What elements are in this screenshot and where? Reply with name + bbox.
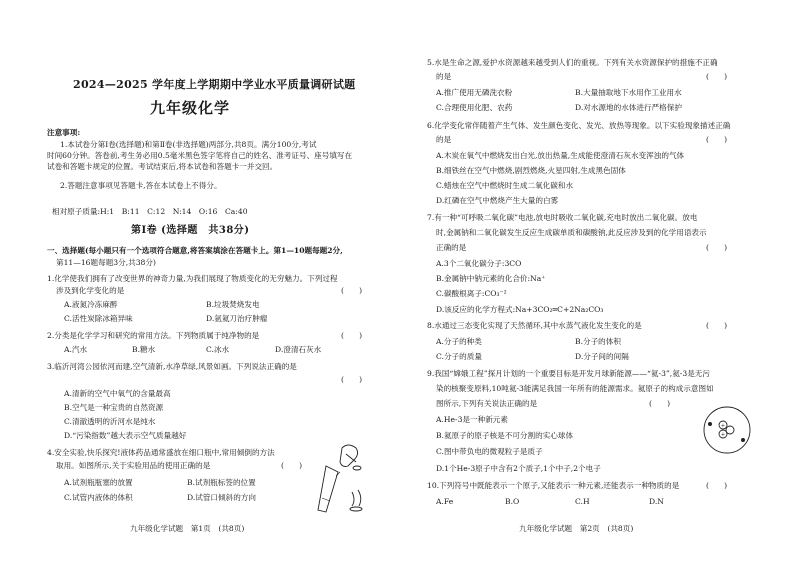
question-4-text: 取用。如图所示,关于实验用品的使用正确的是	[56, 461, 211, 470]
option-b: B.糖水	[132, 345, 156, 354]
option-b: B.试剂瓶标签的位置	[187, 478, 256, 487]
question-8-text: 8.水通过三态变化实现了天然循环,其中水蒸气液化发生变化的是	[427, 321, 642, 330]
option-a: A.3个二氧化碳分子:3CO	[436, 259, 522, 268]
question-7-text: 时,金属钠和二氧化碳发生反应生成碳单质和碳酸钠,此反应涉及到的化学用语表示	[436, 228, 707, 237]
answer-bracket: ( )	[706, 243, 728, 252]
option-b: B.大量抽取地下水用作工业用水	[575, 88, 682, 97]
option-c: C.分子的质量	[436, 352, 482, 361]
exam-title: 2024—2025 学年度上学期期中学业水平质量调研试题	[73, 78, 356, 91]
question-7-text: 7.有一种“可呼吸二氧化碳”电池,放电时吸收二氧化碳,充电时放出二氧化碳。放电	[427, 213, 698, 222]
option-c: C.H	[575, 497, 590, 506]
option-c: C.图中带负电的微观粒子是质子	[436, 447, 543, 456]
question-6-text: 的是	[436, 135, 452, 144]
option-c: C.试管内液体的体积	[64, 493, 133, 502]
option-a: A.汽水	[64, 345, 88, 354]
option-a: A.试剂瓶瓶塞的放置	[64, 478, 133, 487]
helium-atom-diagram	[701, 404, 753, 456]
option-a: A.液氮冷冻麻醉	[64, 300, 118, 309]
answer-bracket: ( )	[341, 375, 363, 384]
notice-heading: 注意事项:	[47, 128, 81, 137]
answer-bracket: ( )	[341, 331, 363, 340]
answer-bracket: ( )	[706, 72, 728, 81]
option-c: C.清澈透明的沂河水是纯水	[64, 417, 156, 426]
option-d: D.分子间的间隔	[575, 352, 629, 361]
svg-text:+: +	[720, 423, 726, 429]
question-9-text: 9.我国“嫦娥工程”探月计划的一个重要目标是开发月球新能源——“氦-3”,氦-3是无污	[427, 369, 710, 378]
question-4-text: 4.安全实验,快乐探究!液体药品通常盛放在细口瓶中,常用倾倒的方法	[47, 448, 275, 457]
question-5-text: 的是	[436, 72, 452, 81]
option-a: A.木炭在氧气中燃烧发出白光,放出热量,生成能使澄清石灰水变浑浊的气体	[436, 151, 685, 160]
option-b: B.氦原子的原子核是不可分割的实心球体	[436, 431, 574, 440]
option-b: B.金属钠中钠元素的化合价:Na⁺	[436, 274, 546, 283]
option-b: B.空气是一种宝贵的自然资源	[64, 403, 164, 412]
option-d: D.试管口倾斜的方向	[187, 493, 256, 502]
answer-bracket: ( )	[341, 286, 363, 295]
option-c: C.活性炭除冰箱异味	[64, 314, 133, 323]
question-9-text: 染的核聚变原料,10吨氦-3能满足我国一年所有的能源需求。氦原子的构成示意图如	[436, 384, 714, 393]
option-d: D.氩氦刀治疗肿瘤	[206, 314, 268, 323]
option-d: D.对水源地的水体进行严格保护	[575, 103, 682, 112]
option-a: A.推广使用无磷洗衣粉	[436, 88, 513, 97]
answer-bracket: ( )	[706, 135, 728, 144]
question-1-text: 涉及到化学变化的是	[56, 286, 125, 295]
option-b: B.分子的体积	[575, 337, 621, 346]
option-b: B.细铁丝在空气中燃烧,剧烈燃烧,火星四射,生成黑色固体	[436, 166, 626, 175]
question-1-text: 1.化学使我们拥有了改变世界的神奇力量,为我们展现了物质变化的无穷魅力。下列过程	[47, 274, 338, 283]
answer-bracket: ( )	[281, 461, 303, 470]
option-d: D.“污染指数”越大表示空气质量越好	[64, 431, 187, 440]
option-a: A.Fe	[436, 497, 454, 506]
svg-text:+: +	[720, 432, 726, 438]
notice-line: 时间60分钟。答卷前,考生务必用0.5毫米黑色签字笔将自己的姓名、准考证号、座号填写在	[47, 151, 353, 160]
question-6-text: 6.化学变化常伴随着产生气体、发生颜色变化、发光、放热等现象。以下实验现象描述正确	[427, 121, 731, 130]
question-7-text: 正确的是	[436, 243, 467, 252]
pouring-liquid-illustration	[312, 442, 370, 514]
option-d: D.N	[649, 497, 664, 506]
atomic-masses: 相对原子质量:H:1 B:11 C:12 N:14 O:16 Ca:40	[52, 207, 248, 216]
option-d: D.该反应的化学方程式:Na+3CO₂═C+2Na₂CO₃	[436, 305, 604, 314]
option-a: A.清新的空气中氧气的含量最高	[64, 389, 171, 398]
instructions-line: 一、选择题(每小题只有一个选项符合题意,将答案填涂在答题卡上。第1—10题每题2分,	[47, 246, 343, 255]
answer-bracket: ( )	[706, 481, 728, 490]
option-a: A.分子的种类	[436, 337, 482, 346]
question-10-text: 10.下列符号中既能表示一个原子,又能表示一种元素,还能表示一种物质的是	[427, 481, 680, 490]
option-a: A.He-3是一种新元素	[436, 415, 508, 424]
subject-title: 九年级化学	[150, 99, 231, 117]
question-2-text: 2.分类是化学学习和研究的常用方法。下列物质属于纯净物的是	[47, 331, 260, 340]
question-9-text: 图所示,下列有关说法正确的是	[436, 399, 538, 408]
page-footer: 九年级化学试题 第1页 (共8页)	[130, 524, 245, 533]
section-title: 第Ⅰ卷 (选择题 共38分)	[131, 225, 250, 236]
option-c: C.冰水	[206, 345, 230, 354]
answer-bracket: ( )	[649, 399, 671, 408]
option-c: C.碳酸根离子:CO₃⁻²	[436, 289, 507, 298]
page-footer: 九年级化学试题 第2页 (共8页)	[519, 524, 634, 533]
instructions-line: 第11—16题每题3分,共38分)	[56, 258, 156, 267]
option-d: D.1个He-3原子中含有2个质子,1个中子,2个电子	[436, 464, 601, 473]
question-3-text: 3.临沂河湾公园依河而建,空气清新,水净草绿,风景如画。下列说法正确的是	[47, 362, 297, 371]
option-d: D.红磷在空气中燃烧产生大量的白雾	[436, 196, 559, 205]
notice-line: 2.答题注意事项见答题卡,答在本试卷上不得分。	[60, 181, 222, 190]
question-5-text: 5.水是生命之源,爱护水资源越来越受到人们的重视。下列有关水资源保护的措施不正确	[427, 58, 718, 67]
option-d: D.澄清石灰水	[275, 345, 322, 354]
option-c: C.合理使用化肥、农药	[436, 103, 513, 112]
option-b: B.O	[505, 497, 520, 506]
notice-line: 试卷和答题卡规定的位置。考试结束后,将本试卷和答题卡一并交回。	[47, 162, 278, 171]
option-b: B.垃圾焚烧发电	[206, 300, 260, 309]
exam-page-2	[397, 0, 794, 562]
notice-line: 1.本试卷分第Ⅰ卷(选择题)和第Ⅱ卷(非选择题)两部分,共8页。满分100分,考试	[60, 140, 317, 149]
answer-bracket: ( )	[706, 321, 728, 330]
option-c: C.蜡烛在空气中燃烧时生成二氧化碳和水	[436, 181, 574, 190]
